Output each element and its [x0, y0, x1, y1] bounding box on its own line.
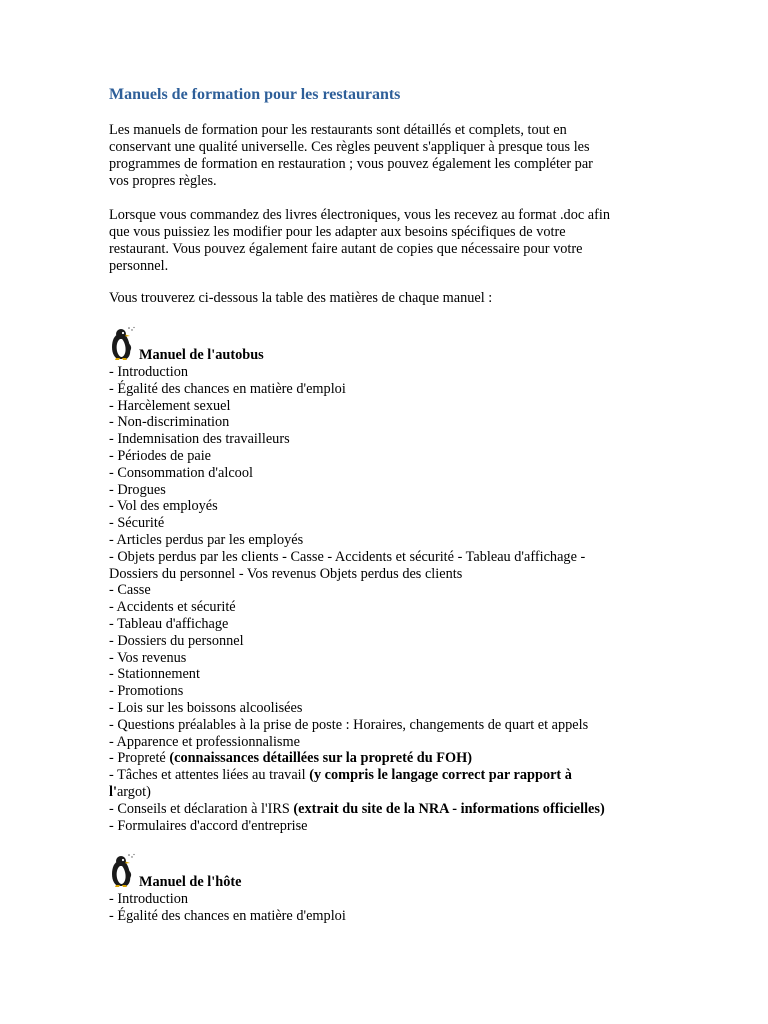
penguin-icon: [107, 852, 137, 888]
page-title: Manuels de formation pour les restaurants: [109, 86, 401, 103]
list-item: - Indemnisation des travailleurs: [109, 431, 290, 448]
paragraph-line: personnel.: [109, 257, 169, 274]
list-item: - Lois sur les boissons alcoolisées: [109, 699, 303, 716]
list-item: - Égalité des chances en matière d'emploi: [109, 907, 346, 924]
list-item: - Casse: [109, 582, 151, 599]
list-item: - Promotions: [109, 683, 184, 700]
list-item: - Articles perdus par les employés: [109, 531, 304, 548]
list-item: - Introduction: [109, 891, 189, 907]
ebook-paragraph: [109, 207, 610, 275]
list-item: [109, 784, 605, 801]
list-item: - Questions préalables à la prise de poste : Horaires, changements de quart et appels: [109, 716, 589, 733]
list-item: - Périodes de paie: [109, 447, 212, 464]
paragraph-line: Les manuels de formation pour les restaurants sont détaillés et complets, tout en: [109, 122, 567, 138]
section-heading-autobus: Manuel de l'autobus: [139, 347, 264, 363]
paragraph-line: programmes de formation en restauration ; vous pouvez également les compléter par: [109, 155, 593, 172]
list-item-text: - Propreté: [109, 750, 170, 767]
list-item: - Objets perdus par les clients - Casse - Accidents et sécurité - Tableau d'affichage -: [109, 548, 586, 565]
list-item: - Dossiers du personnel: [109, 632, 244, 649]
list-item: Dossiers du personnel - Vos revenus Objets perdus des clients: [109, 565, 463, 582]
list-item: - Accidents et sécurité: [109, 599, 236, 616]
list-item-bold-text: (y compris le langage correct par rapport à: [309, 767, 572, 784]
list-item-bold-text: (extrait du site de la NRA - informations officielles): [293, 800, 605, 817]
list-item: - Harcèlement sexuel: [109, 397, 231, 414]
toc-intro-paragraph: Vous trouverez ci-dessous la table des matières de chaque manuel :: [109, 290, 493, 306]
list-item: [109, 750, 605, 767]
toc-list-hote: [109, 891, 346, 925]
paragraph-line: vos propres règles.: [109, 172, 217, 189]
list-item: - Consommation d'alcool: [109, 464, 253, 481]
paragraph-line: restaurant. Vous pouvez également faire autant de copies que nécessaire pour votre: [109, 240, 583, 257]
section-heading-hote: Manuel de l'hôte: [139, 874, 242, 890]
list-item: - Apparence et professionnalisme: [109, 733, 300, 750]
list-item: - Tableau d'affichage: [109, 615, 229, 632]
list-item-text: argot): [116, 783, 151, 800]
list-item-text: - Tâches et attentes liées au travail: [109, 767, 310, 784]
paragraph-line: Lorsque vous commandez des livres électroniques, vous les recevez au format .doc afin: [109, 207, 611, 223]
list-item: - Égalité des chances en matière d'emploi: [109, 380, 346, 397]
list-item: - Vol des employés: [109, 498, 218, 515]
paragraph-line: que vous puissiez les modifier pour les adapter aux besoins spécifiques de votre: [109, 223, 566, 240]
list-item: [109, 767, 605, 784]
list-item: - Stationnement: [109, 666, 200, 683]
toc-list-autobus: [109, 364, 605, 834]
intro-paragraph: [109, 122, 593, 190]
list-item-bold-text: l': [109, 783, 117, 800]
list-item-bold-text: (connaissances détaillées sur la propreté du FOH): [169, 750, 472, 767]
list-item: - Non-discrimination: [109, 414, 230, 431]
list-item: - Sécurité: [109, 515, 165, 532]
list-item: - Vos revenus: [109, 649, 187, 666]
list-item: - Drogues: [109, 481, 166, 498]
penguin-icon: [107, 325, 137, 361]
list-item: [109, 801, 605, 818]
list-item-text: - Conseils et déclaration à l'IRS: [109, 800, 294, 817]
list-item: - Introduction: [109, 364, 189, 380]
list-item: - Formulaires d'accord d'entreprise: [109, 817, 308, 834]
paragraph-line: conservant une qualité universelle. Ces règles peuvent s'appliquer à presque tous les: [109, 138, 590, 155]
